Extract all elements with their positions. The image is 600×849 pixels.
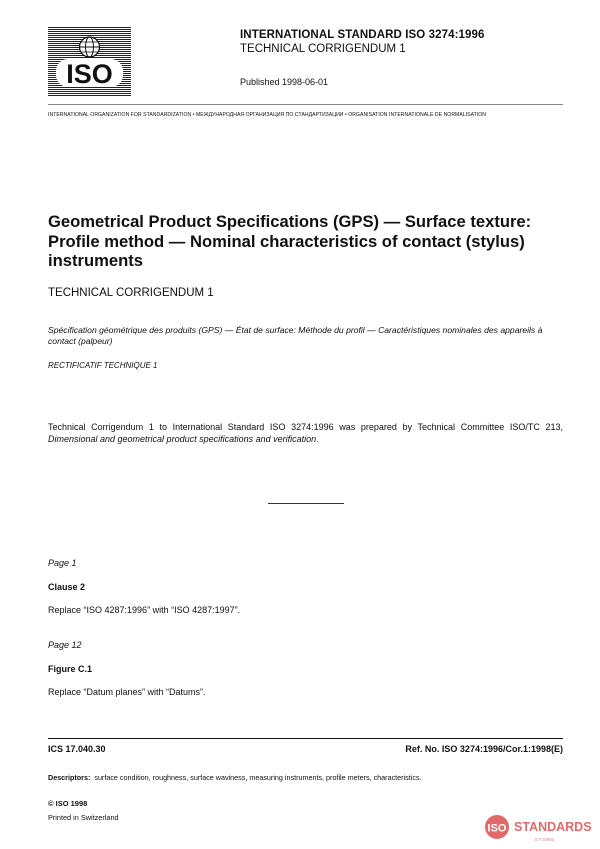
- watermark-iso-text: ISO: [487, 822, 507, 835]
- intro-committee-name: Dimensional and geometrical product specifications and verification: [48, 434, 317, 444]
- watermark-standards-text: STANDARDS: [514, 820, 592, 834]
- ics-code: ICS 17.040.30: [48, 744, 106, 754]
- iso-logo: [48, 27, 131, 97]
- intro-text: Technical Corrigendum 1 to International Standard ISO 3274:1996 was prepared by Technical Committee ISO/TC 213,: [48, 422, 563, 432]
- section-separator: [268, 503, 344, 504]
- correction-2-text: Replace “Datum planes” with “Datums”.: [48, 687, 206, 697]
- intro-paragraph: [48, 421, 563, 445]
- page-1-label: Page 1: [48, 558, 77, 568]
- technical-corrigendum-heading: TECHNICAL CORRIGENDUM 1: [48, 287, 214, 299]
- descriptors-line: [48, 773, 422, 782]
- footer-rule: [48, 738, 563, 739]
- clause-2-heading: Clause 2: [48, 582, 86, 592]
- printed-in: Printed in Switzerland: [48, 813, 119, 822]
- reference-number: Ref. No. ISO 3274:1996/Cor.1:1998(E): [405, 744, 563, 754]
- french-corrigendum-label: RECTIFICATIF TECHNIQUE 1: [48, 361, 158, 370]
- watermark-store-text: STORE: [534, 837, 556, 842]
- french-title: Spécification géométrique des produits (GPS) — État de surface: Méthode du profil — Caractéristiques nominales des appareils à contact (palpeur): [48, 325, 543, 346]
- copyright-notice: © ISO 1998: [48, 799, 88, 808]
- iso-standards-store-watermark: [483, 812, 593, 844]
- header-rule: [48, 104, 563, 105]
- iso-logo-text: ISO: [66, 59, 113, 89]
- page-12-label: Page 12: [48, 640, 82, 650]
- figure-c1-heading: Figure C.1: [48, 664, 93, 674]
- title-line-3: instruments: [48, 251, 143, 270]
- published-date: Published 1998-06-01: [240, 77, 329, 87]
- descriptors-list: surface condition, roughness, surface waviness, measuring instruments, profile meters, characteristics.: [94, 773, 422, 782]
- organization-line: INTERNATIONAL ORGANIZATION FOR STANDARDIZATION • МЕЖДУНАРОДНАЯ ОРГАНИЗАЦИЯ ПО СТАНДАРТИЗАЦИИ • ORGANISATION INTERNATIONALE DE NORMALISATION: [48, 112, 487, 118]
- correction-1-text: Replace “ISO 4287:1996” with “ISO 4287:1997”.: [48, 605, 241, 615]
- corrigendum-label: TECHNICAL CORRIGENDUM 1: [240, 43, 406, 55]
- title-line-2: Profile method — Nominal characteristics of contact (stylus): [48, 231, 525, 251]
- standard-title: INTERNATIONAL STANDARD ISO 3274:1996: [240, 29, 485, 41]
- intro-end: .: [316, 434, 319, 444]
- title-line-1: Geometrical Product Specifications (GPS) — Surface texture:: [48, 212, 532, 231]
- document-title: [48, 212, 568, 271]
- descriptors-label: Descriptors:: [48, 773, 91, 782]
